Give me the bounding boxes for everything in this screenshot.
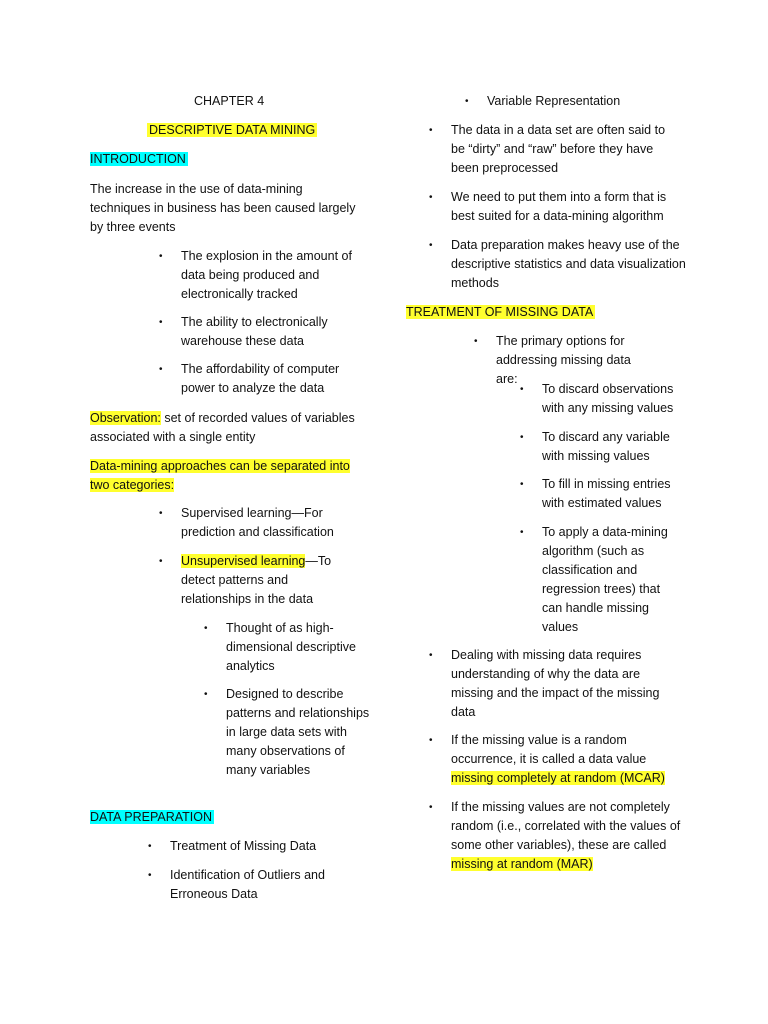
mar-text: If the missing values are not completely random (i.e., correlated with the values of some other variables), these are called bbox=[451, 800, 681, 852]
list-item: • To fill in missing entries with estimated values bbox=[542, 475, 677, 513]
list-item: • Identification of Outliers and Erroneous Data bbox=[170, 866, 350, 904]
list-item: • Variable Representation bbox=[487, 92, 687, 111]
list-item: • The data in a data set are often said to be “dirty” and “raw” before they have been preprocessed bbox=[451, 121, 681, 178]
list-item: • Dealing with missing data requires understanding of why the data are missing and the impact of the missing data bbox=[451, 646, 681, 722]
list-item-unsupervised bbox=[181, 552, 351, 609]
list-item: • Thought of as high-dimensional descriptive analytics bbox=[226, 619, 376, 676]
unsupervised-term: Unsupervised learning bbox=[181, 554, 306, 568]
mar-term: missing at random (MAR) bbox=[451, 857, 593, 871]
data-preparation-heading: DATA PREPARATION bbox=[90, 810, 213, 824]
unsupervised-text: —To detect patterns and relationships in the data bbox=[181, 554, 332, 606]
list-item: • Data preparation makes heavy use of the descriptive statistics and data visualization methods bbox=[451, 236, 691, 293]
mcar-term: missing completely at random (MCAR) bbox=[451, 771, 665, 785]
list-item: • To apply a data-mining algorithm (such as classification and regression trees) that can handle missing values bbox=[542, 523, 677, 637]
list-item-mar bbox=[451, 798, 686, 874]
list-item-supervised: • Supervised learning—For prediction and classification bbox=[181, 504, 356, 542]
observation-definition bbox=[90, 409, 372, 447]
approaches-heading-text: Data-mining approaches can be separated into two categories: bbox=[90, 459, 350, 492]
list-item: • Designed to describe patterns and relationships in large data sets with many observations of many variables bbox=[226, 685, 376, 780]
list-item: • To discard any variable with missing values bbox=[542, 428, 682, 466]
chapter-title: DESCRIPTIVE DATA MINING bbox=[149, 123, 316, 137]
list-item: • The ability to electronically warehouse these data bbox=[181, 313, 346, 351]
approaches-heading bbox=[90, 457, 365, 495]
mcar-text: If the missing value is a random occurrence, it is called a data value bbox=[451, 733, 647, 766]
introduction-heading: INTRODUCTION bbox=[90, 152, 186, 166]
chapter-label: CHAPTER 4 bbox=[194, 94, 265, 108]
missing-data-heading: TREATMENT OF MISSING DATA bbox=[406, 305, 594, 319]
list-item: • We need to put them into a form that is best suited for a data-mining algorithm bbox=[451, 188, 683, 226]
list-item: • Treatment of Missing Data bbox=[170, 837, 370, 856]
list-item-mcar bbox=[451, 731, 683, 788]
list-item: • The primary options for addressing missing data are: bbox=[496, 332, 651, 389]
list-item: • The explosion in the amount of data being produced and electronically tracked bbox=[181, 247, 361, 304]
observation-text: set of recorded values of variables associated with a single entity bbox=[90, 411, 355, 444]
intro-paragraph: The increase in the use of data-mining techniques in business has been caused largely by three events bbox=[90, 182, 356, 234]
list-item: • To discard observations with any missing values bbox=[542, 380, 682, 418]
list-item: • The affordability of computer power to analyze the data bbox=[181, 360, 346, 398]
observation-term: Observation: bbox=[90, 411, 161, 425]
